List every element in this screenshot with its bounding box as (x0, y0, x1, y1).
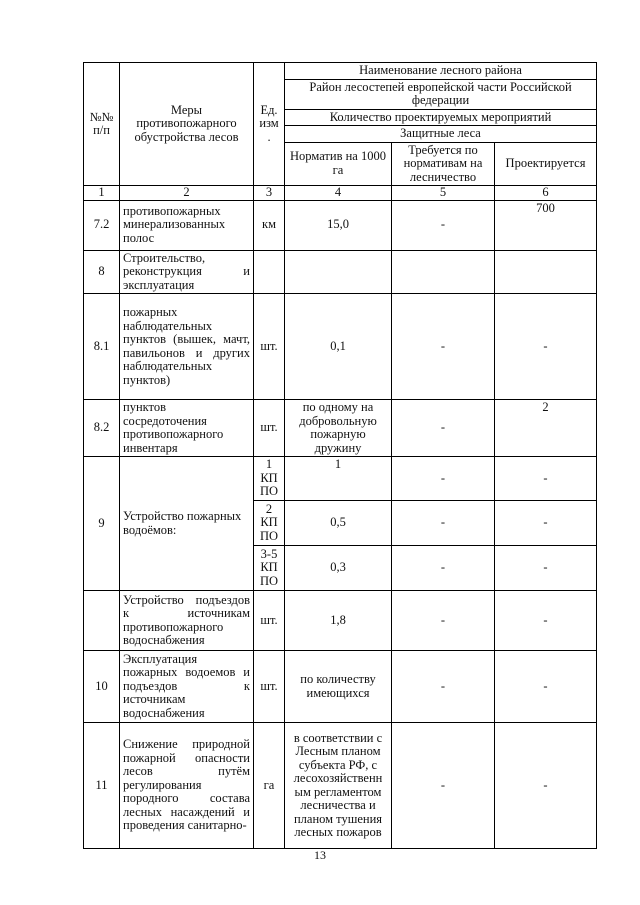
header-norm-per-1000: Норматив на 1000 га (285, 142, 392, 186)
required-value (392, 250, 495, 294)
measure-name: Устройство пожарных водоёмов: (120, 457, 254, 591)
row-number: 9 (84, 457, 120, 591)
table-row (84, 250, 597, 294)
row-number: 7.2 (84, 200, 120, 250)
required-value: - (392, 457, 495, 501)
table-row (84, 200, 597, 250)
measure-name: Устройство подъездов к источникам противопожарного водоснабжения (120, 591, 254, 651)
norm-value: 0,3 (285, 546, 392, 591)
row-number: 11 (84, 723, 120, 849)
row-number: 10 (84, 651, 120, 723)
norm-value: 15,0 (285, 200, 392, 250)
planned-value: 2 (495, 400, 597, 457)
table-row (84, 400, 597, 457)
unit: км (254, 200, 285, 250)
table-row (84, 651, 597, 723)
planned-value: 700 (495, 200, 597, 250)
col-number: 3 (254, 186, 285, 201)
planned-value (495, 250, 597, 294)
header-planned: Проектируется (495, 142, 597, 186)
planned-value: - (495, 723, 597, 849)
required-value: - (392, 400, 495, 457)
planned-value: - (495, 591, 597, 651)
planned-value: - (495, 501, 597, 546)
unit: 1 КП ПО (254, 457, 285, 501)
measure-name: Эксплуатация пожарных водоемов и подъездов к источникам водоснабжения (120, 651, 254, 723)
norm-value: 1,8 (285, 591, 392, 651)
row-number (84, 591, 120, 651)
required-value: - (392, 546, 495, 591)
norm-value: 0,1 (285, 294, 392, 400)
col-number: 4 (285, 186, 392, 201)
column-number-row (84, 186, 597, 201)
measure-name: пожарных наблюдательных пунктов (вышек, мачт, павильонов и других наблюдательных пунктов) (120, 294, 254, 400)
page-number: 13 (314, 848, 326, 862)
norm-value: 1 (285, 457, 392, 501)
unit (254, 250, 285, 294)
col-number: 2 (120, 186, 254, 201)
planned-value: - (495, 457, 597, 501)
norm-value: 0,5 (285, 501, 392, 546)
required-value: - (392, 723, 495, 849)
unit: 3-5 КП ПО (254, 546, 285, 591)
unit: шт. (254, 294, 285, 400)
col-number: 1 (84, 186, 120, 201)
header-col-unit: Ед. изм . (254, 63, 285, 186)
unit: га (254, 723, 285, 849)
measure-name: Строительство, реконструкция и эксплуатация (120, 250, 254, 294)
norm-value (285, 250, 392, 294)
measure-name: Снижение природной пожарной опасности лесов путём регулирования породного состава лесных насаждений и проведения санитарно- (120, 723, 254, 849)
measure-name: противопожарных минерализованных полос (120, 200, 254, 250)
header-planned-count: Количество проектируемых мероприятий (285, 109, 597, 126)
header-required-by-norm: Требуется по нормативам на лесничество (392, 142, 495, 186)
norm-value: в соответствии с Лесным планом субъекта РФ, с лесохозяйственн ым регламентом лесничества и планом тушения лесных пожаров (285, 723, 392, 849)
norm-value: по количеству имеющихся (285, 651, 392, 723)
table-row (84, 723, 597, 849)
header-region: Район лесостепей европейской части Российской федерации (285, 79, 597, 109)
table-row (84, 294, 597, 400)
unit: шт. (254, 400, 285, 457)
measure-name: пунктов сосредоточения противопожарного инвентаря (120, 400, 254, 457)
required-value: - (392, 200, 495, 250)
row-number: 8 (84, 250, 120, 294)
unit: шт. (254, 651, 285, 723)
required-value: - (392, 651, 495, 723)
table-row (84, 591, 597, 651)
planned-value: - (495, 651, 597, 723)
col-number: 6 (495, 186, 597, 201)
col-number: 5 (392, 186, 495, 201)
unit: шт. (254, 591, 285, 651)
planned-value: - (495, 546, 597, 591)
header-col-number: №№ п/п (84, 63, 120, 186)
header-protective-forests: Защитные леса (285, 126, 597, 143)
planned-value: - (495, 294, 597, 400)
required-value: - (392, 501, 495, 546)
header-forest-region-name: Наименование лесного района (285, 63, 597, 80)
fire-prevention-table (83, 62, 597, 849)
required-value: - (392, 591, 495, 651)
table-row (84, 457, 597, 501)
row-number: 8.2 (84, 400, 120, 457)
row-number: 8.1 (84, 294, 120, 400)
unit: 2 КП ПО (254, 501, 285, 546)
required-value: - (392, 294, 495, 400)
norm-value: по одному на добровольную пожарную дружину (285, 400, 392, 457)
header-col-measures: Меры противопожарного обустройства лесов (120, 63, 254, 186)
